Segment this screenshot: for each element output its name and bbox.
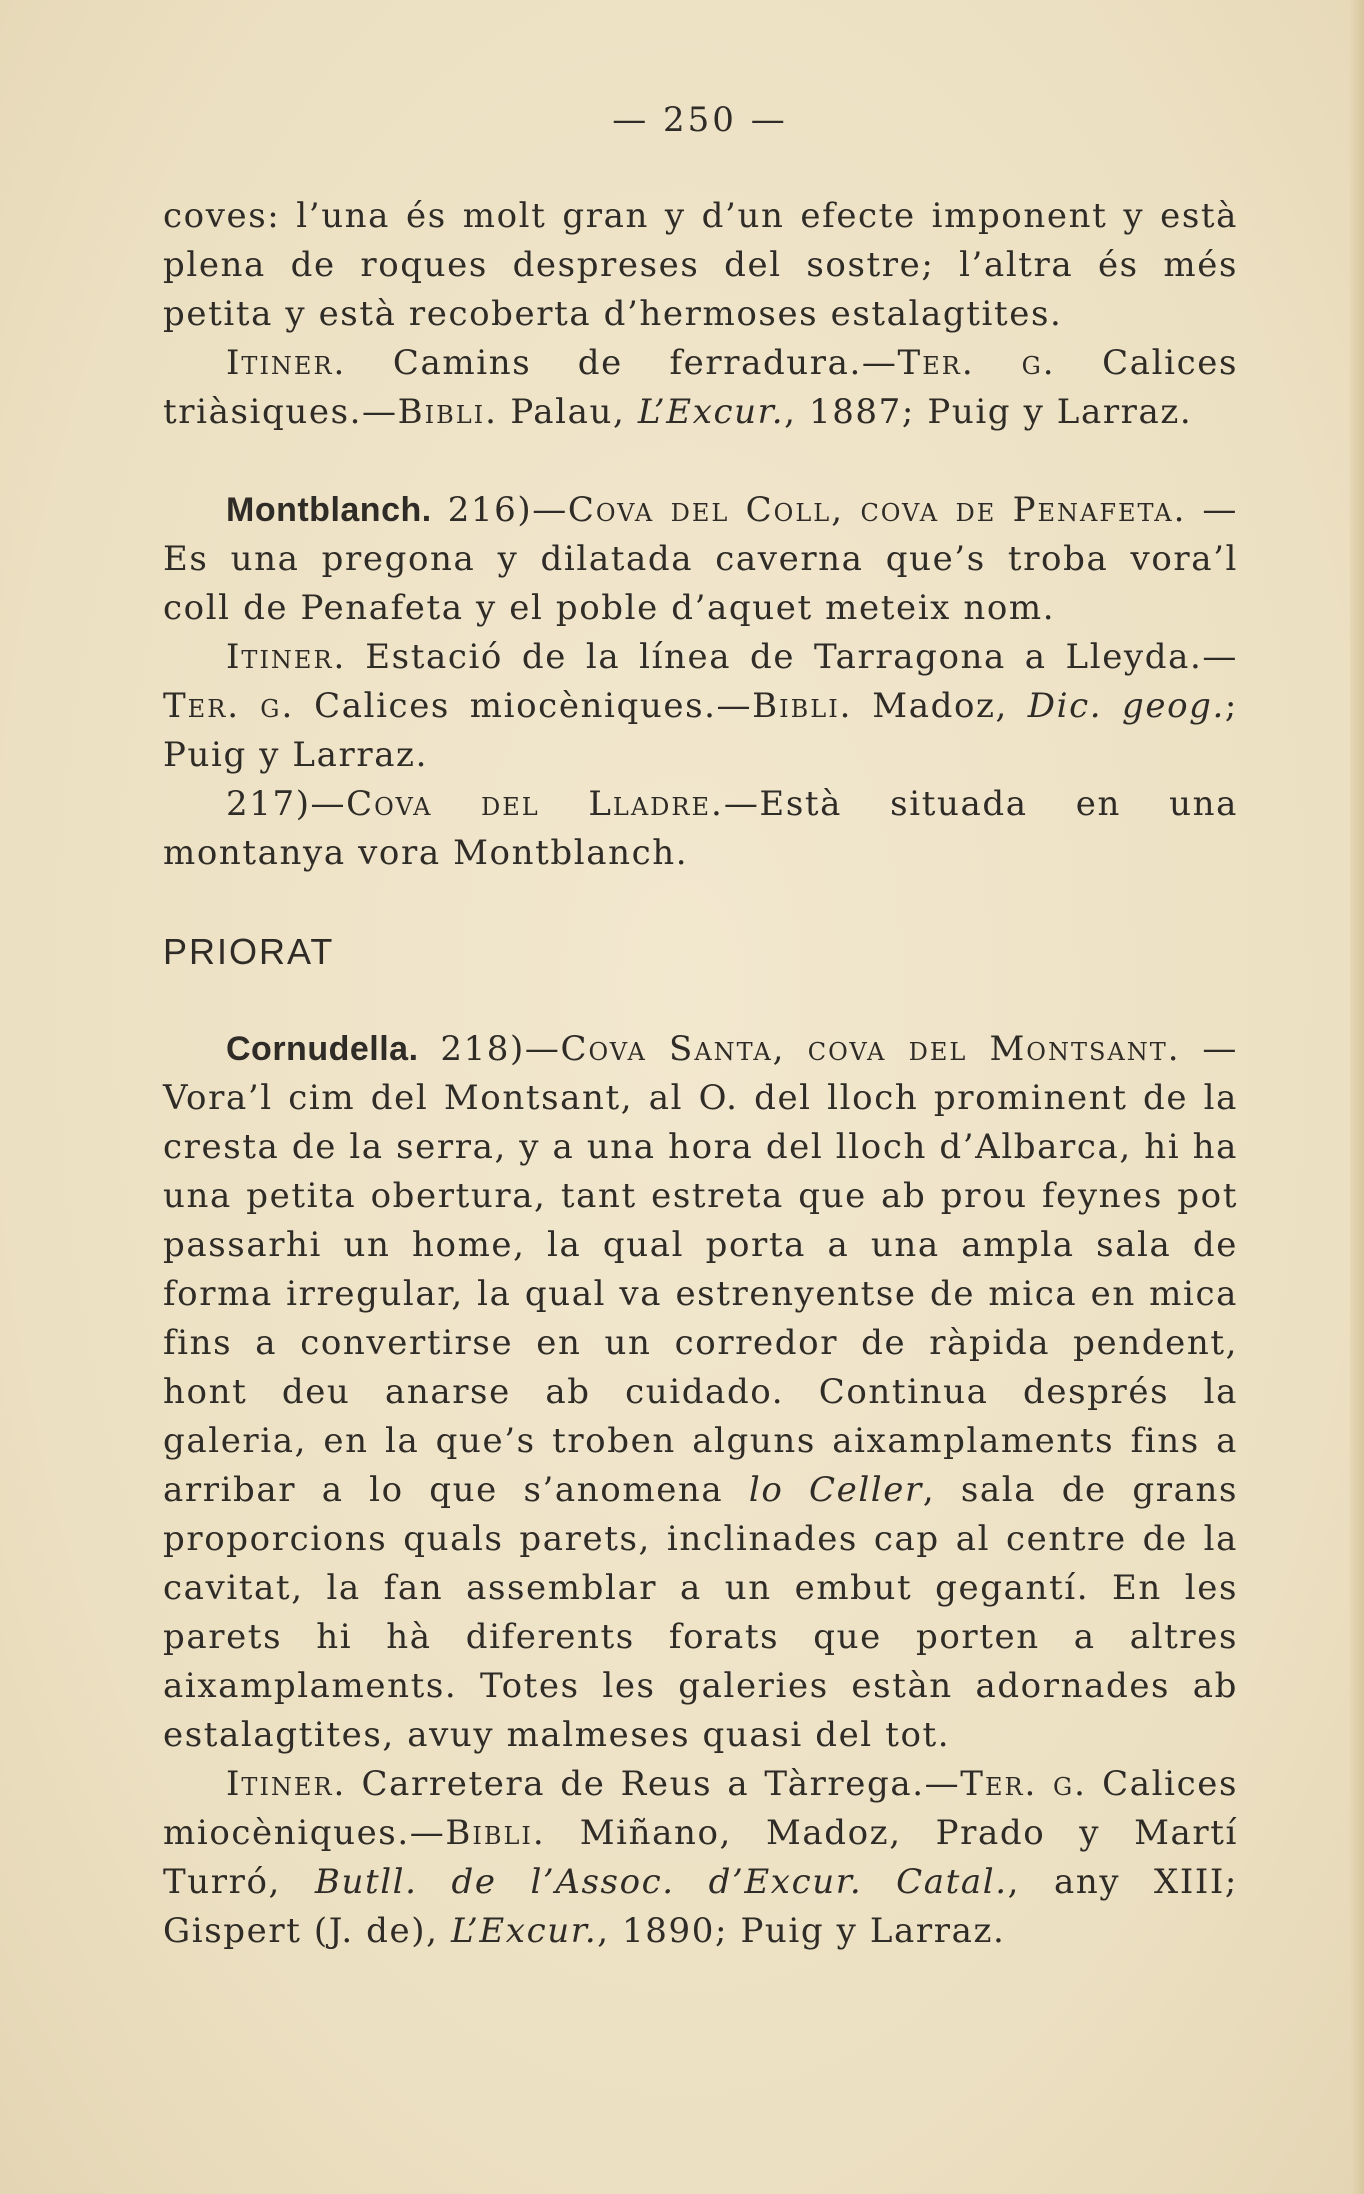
ter-text: Calices miocèniques.—: [294, 686, 753, 726]
entry-number: 218)—: [418, 1029, 561, 1069]
bibli-italic-title: Butll. de l’Assoc. d’Excur. Catal.: [314, 1862, 1008, 1902]
ter-label: Ter. g.: [960, 1764, 1087, 1804]
bibli-label: Bibli.: [445, 1813, 546, 1853]
bibli-text: Miñano, Madoz, Prado y Martí Turró,: [163, 1813, 1238, 1902]
itiner-label: Itiner.: [226, 1764, 347, 1804]
entry-217: [163, 780, 1238, 878]
page-edge: [1350, 0, 1364, 2194]
bibli-text: Palau,: [497, 392, 638, 432]
entry-text: —Vora’l cim del Montsant, al O. del lloch prominent de la cresta de la serra, y a una hora del lloch d’Albarca, hi ha una petita obertura, tant estreta que ab prou feynes pot passarhi un home, la qual porta a una ampla sala de forma irregular, la qual va estrenyentse de mica en mica fins a convertirse en un corredor de ràpida pendent, hont deu anarse ab cuidado. Continua després la galeria, en la que’s troben alguns aixamplaments fins a arribar a lo que s’anomena: [163, 1029, 1238, 1510]
bibli-italic-title: Dic. geog.: [1027, 686, 1225, 726]
entry-216: [163, 486, 1238, 633]
entry-218-references: [163, 1760, 1238, 1956]
entry-number: 216)—: [431, 490, 568, 530]
entry-italic-term: lo Celler: [748, 1470, 923, 1510]
bibli-label: Bibli.: [397, 392, 498, 432]
entry-number: 217)—: [226, 784, 347, 824]
place-name-montblanch: Montblanch.: [226, 491, 432, 529]
itiner-text: Camins de ferradura.—: [346, 343, 898, 383]
bibli-text: ; Puig y Larraz.: [163, 686, 1238, 775]
entry-218: [163, 1025, 1238, 1760]
place-name-cornudella: Cornudella.: [226, 1030, 419, 1068]
itiner-text: Estació de la línea de Tarragona a Lleyda.—: [346, 637, 1238, 677]
continuation-text: coves: l’una és molt gran y d’un efecte imponent y està plena de roques despreses del sostre; l’altra és més petita y està recoberta d’hermoses estalagtites.: [163, 196, 1238, 334]
ter-text: Calices triàsiques.—: [163, 343, 1238, 432]
continuation-paragraph: [163, 192, 1238, 339]
itiner-label: Itiner.: [226, 637, 347, 677]
ter-text: Calices miocèniques.—: [163, 1764, 1238, 1853]
bibli-label: Bibli.: [752, 686, 853, 726]
ter-label: Ter. g.: [163, 686, 295, 726]
itiner-label: Itiner.: [226, 343, 347, 383]
bibli-text: Madoz,: [852, 686, 1028, 726]
entry-title: Cova del Lladre.: [346, 784, 724, 824]
entry-text: , sala de grans proporcions quals parets, inclinades cap al centre de la cavitat, la fan assemblar a un embut gegantí. En les parets hi hà diferents forats que porten a altres aixamplaments. Totes les galeries estàn adornades ab estalagtites, avuy malmeses quasi del tot.: [163, 1470, 1238, 1755]
page-body: [163, 192, 1238, 1956]
ter-label: Ter. g.: [897, 343, 1056, 383]
bibli-text: , 1887; Puig y Larraz.: [784, 392, 1193, 432]
entry-216-references: [163, 633, 1238, 780]
bibli-italic-title: L’Excur.: [637, 392, 785, 432]
continuation-references: [163, 339, 1238, 437]
itiner-text: Carretera de Reus a Tàrrega.—: [346, 1764, 961, 1804]
entry-title: Cova del Coll, cova de Penafeta.: [567, 490, 1187, 530]
page-number: — 250 —: [612, 100, 788, 140]
bibli-italic-title: L’Excur.: [450, 1911, 598, 1951]
entry-text: —Està situada en una montanya vora Montblanch.: [163, 784, 1238, 873]
bibli-text: , any XIII; Gispert (J. de),: [163, 1862, 1238, 1951]
entry-title: Cova Santa, cova del Montsant.: [560, 1029, 1181, 1069]
section-title: PRIORAT: [163, 931, 335, 972]
entry-text: —Es una pregona y dilatada caverna que’s troba vora’l coll de Penafeta y el poble d’aquet meteix nom.: [163, 490, 1238, 628]
bibli-text: , 1890; Puig y Larraz.: [597, 1911, 1006, 1951]
